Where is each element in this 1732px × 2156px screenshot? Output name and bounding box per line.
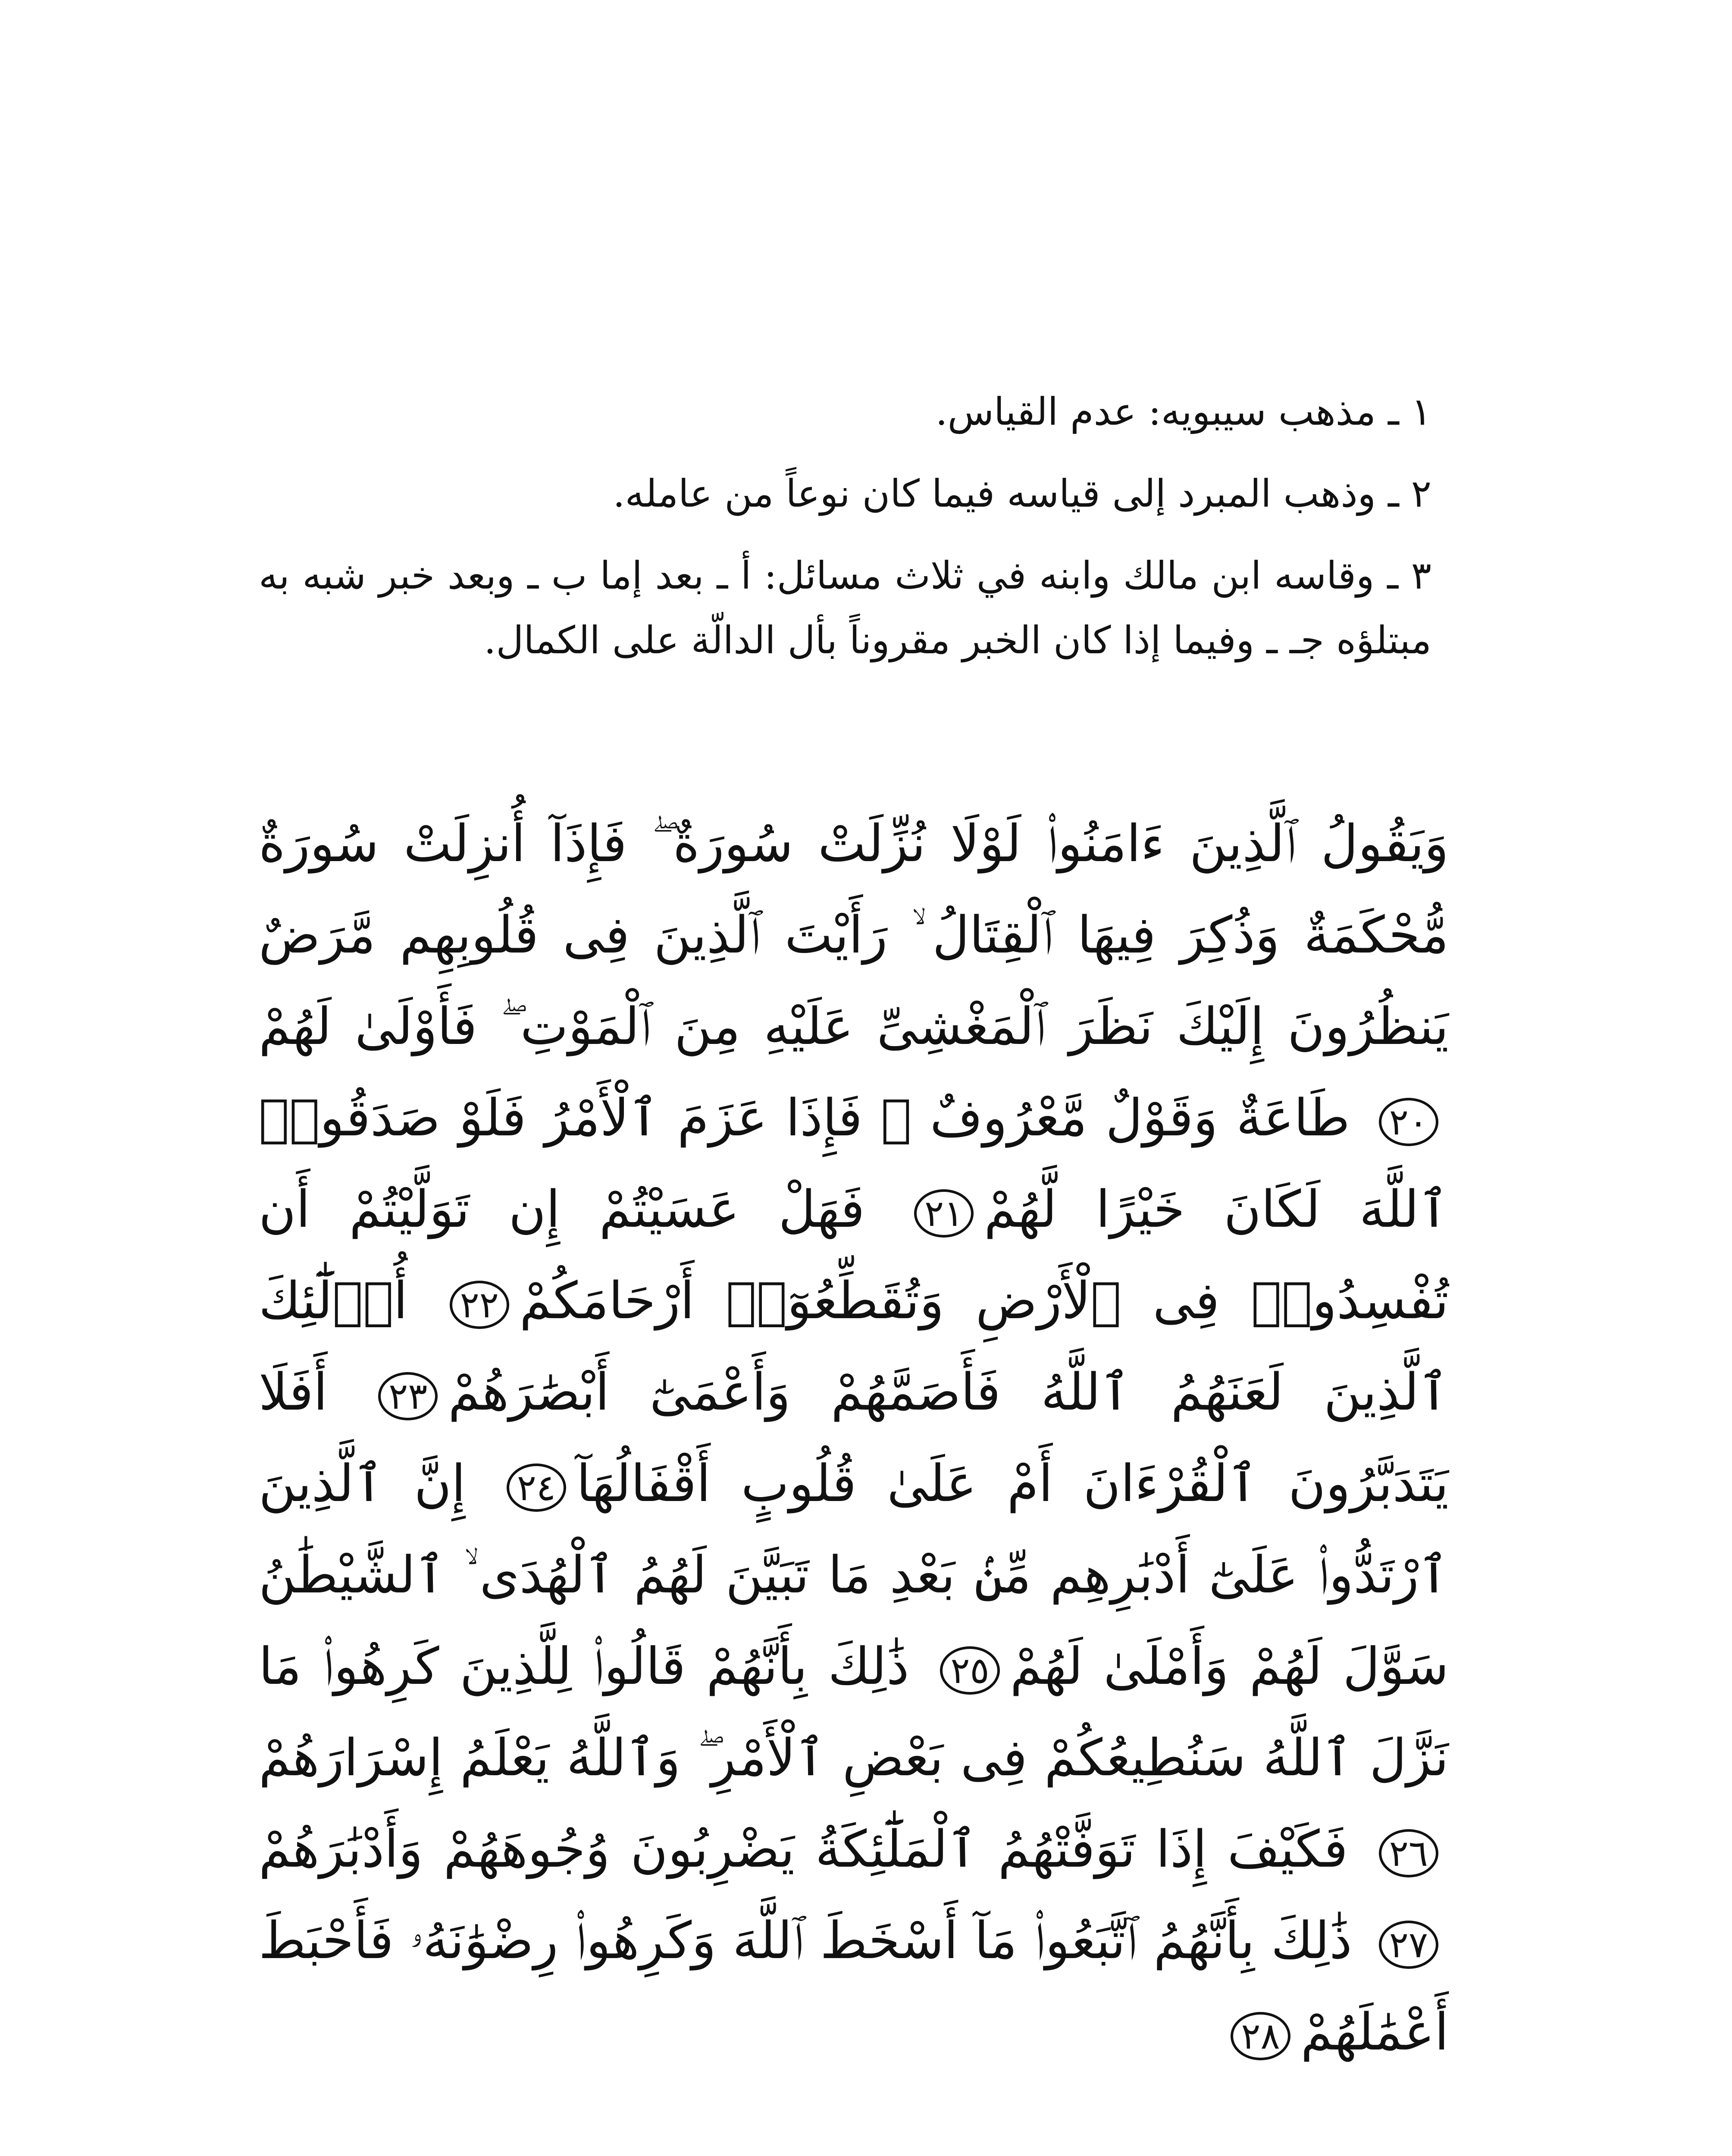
note-item-1: ١ ـ مذهب سيبويه: عدم القياس.: [935, 389, 1431, 434]
ayah-number-marker: ٢١: [914, 1189, 974, 1238]
ayah-number-marker: ٢٠: [1379, 1098, 1438, 1146]
verse-text: ذَٰلِكَ بِأَنَّهُمُ ٱتَّبَعُوا۟ مَآ أَسْخَطَ ٱللَّهَ وَكَرِهُوا۟ رِضْوَٰنَهُۥ فَأَحْبَطَ أَعْمَٰلَهُمْ: [259, 1911, 1449, 2062]
ayah-number-marker: ٢٢: [450, 1281, 509, 1329]
ayah-number-marker: ٢٥: [940, 1646, 999, 1695]
verse-text: أُو۟لَٰٓئِكَ ٱلَّذِينَ لَعَنَهُمُ ٱللَّهُ فَأَصَمَّهُمْ وَأَعْمَىٰٓ أَبْصَٰرَهُمْ: [259, 1271, 1449, 1422]
verse-text: أَفَلَا يَتَدَبَّرُونَ ٱلْقُرْءَانَ أَمْ عَلَىٰ قُلُوبٍ أَقْفَالُهَآ: [259, 1362, 1449, 1513]
ayah-number-marker: ٢٧: [1379, 1921, 1438, 1969]
note-item-3: ٣ ـ وقاسه ابن مالك وابنه في ثلاث مسائل: أ ـ بعد إما ب ـ وبعد خبر شبه به مبتلؤه جـ ـ وفيما إذا كان الخبر مقروناً بأل الدالّة على الكمال.: [259, 553, 1431, 662]
quran-passage: [259, 798, 1449, 2078]
verse-text: إِنَّ ٱلَّذِينَ ٱرْتَدُّوا۟ عَلَىٰٓ أَدْبَٰرِهِم مِّنۢ بَعْدِ مَا تَبَيَّنَ لَهُمُ ٱلْهُدَى ۙ ٱلشَّيْطَٰنُ سَوَّلَ لَهُمْ وَأَمْلَىٰ لَهُمْ: [259, 1454, 1449, 1696]
note-item-2: ٢ ـ وذهب المبرد إلى قياسه فيما كان نوعاً من عامله.: [613, 471, 1431, 516]
ayah-number-marker: ٢٤: [507, 1463, 566, 1512]
verse-text: وَيَقُولُ ٱلَّذِينَ ءَامَنُوا۟ لَوْلَا نُزِّلَتْ سُورَةٌ ۖ فَإِذَآ أُنزِلَتْ سُورَةٌ مُّحْكَمَةٌ وَذُكِرَ فِيهَا ٱلْقِتَالُ ۙ رَأَيْتَ ٱلَّذِينَ فِى قُلُوبِهِم مَّرَضٌ يَنظُرُونَ إِلَيْكَ نَظَرَ ٱلْمَغْشِىِّ عَلَيْهِ مِنَ ٱلْمَوْتِ ۖ فَأَوْلَىٰ لَهُمْ: [259, 814, 1449, 1056]
verse-text: فَهَلْ عَسَيْتُمْ إِن تَوَلَّيْتُمْ أَن تُفْسِدُوا۟ فِى ٱلْأَرْضِ وَتُقَطِّعُوٓا۟ أَرْحَامَكُمْ: [259, 1179, 1449, 1330]
ayah-number-marker: ٢٣: [378, 1372, 438, 1420]
grammar-notes: [259, 379, 1449, 690]
verse-text: فَكَيْفَ إِذَا تَوَفَّتْهُمُ ٱلْمَلَٰٓئِكَةُ يَضْرِبُونَ وُجُوهَهُمْ وَأَدْبَٰرَهُمْ: [259, 1819, 1348, 1879]
verse-28: [259, 1911, 1449, 2062]
ayah-number-marker: ٢٦: [1379, 1829, 1438, 1877]
ayah-number-marker: ٢٨: [1231, 2012, 1290, 2060]
verse-text: طَاعَةٌ وَقَوْلٌ مَّعْرُوفٌ ۚ فَإِذَا عَزَمَ ٱلْأَمْرُ فَلَوْ صَدَقُوا۟ ٱللَّهَ لَكَانَ خَيْرًا لَّهُمْ: [259, 1088, 1449, 1239]
verse-text: ذَٰلِكَ بِأَنَّهُمْ قَالُوا۟ لِلَّذِينَ كَرِهُوا۟ مَا نَزَّلَ ٱللَّهُ سَنُطِيعُكُمْ فِى بَعْضِ ٱلْأَمْرِ ۖ وَٱللَّهُ يَعْلَمُ إِسْرَارَهُمْ: [259, 1636, 1449, 1787]
